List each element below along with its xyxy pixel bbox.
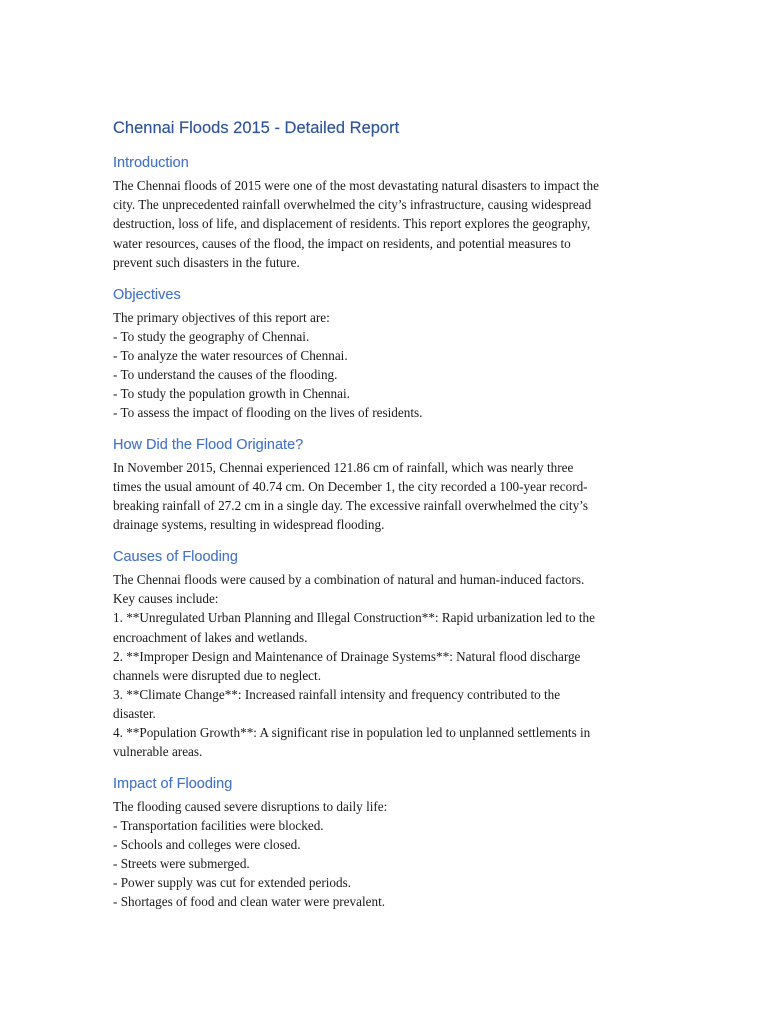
text-line: water resources, causes of the flood, the impact on residents, and potential measures to xyxy=(113,235,571,251)
text-line: The Chennai floods were caused by a combination of natural and human-induced factors. xyxy=(113,572,585,588)
text-line: disaster. xyxy=(113,705,156,721)
text-line: breaking rainfall of 27.2 cm in a single day. The excessive rainfall overwhelmed the city’s xyxy=(113,498,588,514)
text-line: vulnerable areas. xyxy=(113,744,203,760)
section-body xyxy=(113,176,658,271)
text-line: In November 2015, Chennai experienced 121.86 cm of rainfall, which was nearly three xyxy=(113,460,574,475)
section-heading: Impact of Flooding xyxy=(113,776,233,793)
section-heading: Introduction xyxy=(113,155,189,172)
section-heading: Causes of Flooding xyxy=(113,549,238,566)
text-line: encroachment of lakes and wetlands. xyxy=(113,629,308,645)
section-introduction xyxy=(113,154,658,271)
section-heading: How Did the Flood Originate? xyxy=(113,437,304,454)
text-line: drainage systems, resulting in widespread flooding. xyxy=(113,517,385,533)
text-line: - Schools and colleges were closed. xyxy=(113,837,301,853)
text-line: channels were disrupted due to neglect. xyxy=(113,667,321,683)
text-line: 3. **Climate Change**: Increased rainfall intensity and frequency contributed to the xyxy=(113,686,561,702)
document-title: Chennai Floods 2015 - Detailed Report xyxy=(113,119,400,137)
text-line: 1. **Unregulated Urban Planning and Illegal Construction**: Rapid urbanization led to the xyxy=(113,610,595,626)
text-line: The Chennai floods of 2015 were one of the most devastating natural disasters to impact the xyxy=(113,178,599,194)
section-causes-of-flooding xyxy=(113,548,658,761)
text-line: - To understand the causes of the flooding. xyxy=(113,366,338,382)
section-how-did-the-flood-originate xyxy=(113,436,658,534)
section-objectives xyxy=(113,286,658,422)
text-line: The primary objectives of this report are: xyxy=(113,309,330,325)
text-line: The flooding caused severe disruptions to daily life: xyxy=(113,799,388,814)
section-body xyxy=(113,570,658,761)
section-body xyxy=(113,308,658,423)
text-line: 4. **Population Growth**: A significant rise in population led to unplanned settlements in xyxy=(113,724,591,740)
text-line: - Shortages of food and clean water were prevalent. xyxy=(113,894,386,910)
section-body xyxy=(113,458,658,534)
text-line: prevent such disasters in the future. xyxy=(113,254,300,270)
section-body xyxy=(113,797,658,912)
document-page xyxy=(113,118,658,926)
text-line: - Power supply was cut for extended periods. xyxy=(113,875,352,891)
document-sections xyxy=(113,154,658,911)
text-line: city. The unprecedented rainfall overwhelmed the city’s infrastructure, causing widespread xyxy=(113,197,592,213)
text-line: - To analyze the water resources of Chennai. xyxy=(113,347,348,363)
text-line: Key causes include: xyxy=(113,591,219,607)
text-line: - Transportation facilities were blocked. xyxy=(113,818,324,834)
text-line: - To study the geography of Chennai. xyxy=(113,328,310,344)
text-line: - To assess the impact of flooding on the lives of residents. xyxy=(113,405,423,421)
section-impact-of-flooding xyxy=(113,775,658,911)
text-line: - Streets were submerged. xyxy=(113,856,250,872)
text-line: destruction, loss of life, and displacement of residents. This report explores the geography, xyxy=(113,216,591,232)
text-line: times the usual amount of 40.74 cm. On December 1, the city recorded a 100-year record- xyxy=(113,479,588,495)
section-heading: Objectives xyxy=(113,286,181,303)
text-line: - To study the population growth in Chennai. xyxy=(113,385,350,401)
text-line: 2. **Improper Design and Maintenance of Drainage Systems**: Natural flood discharge xyxy=(113,648,581,664)
